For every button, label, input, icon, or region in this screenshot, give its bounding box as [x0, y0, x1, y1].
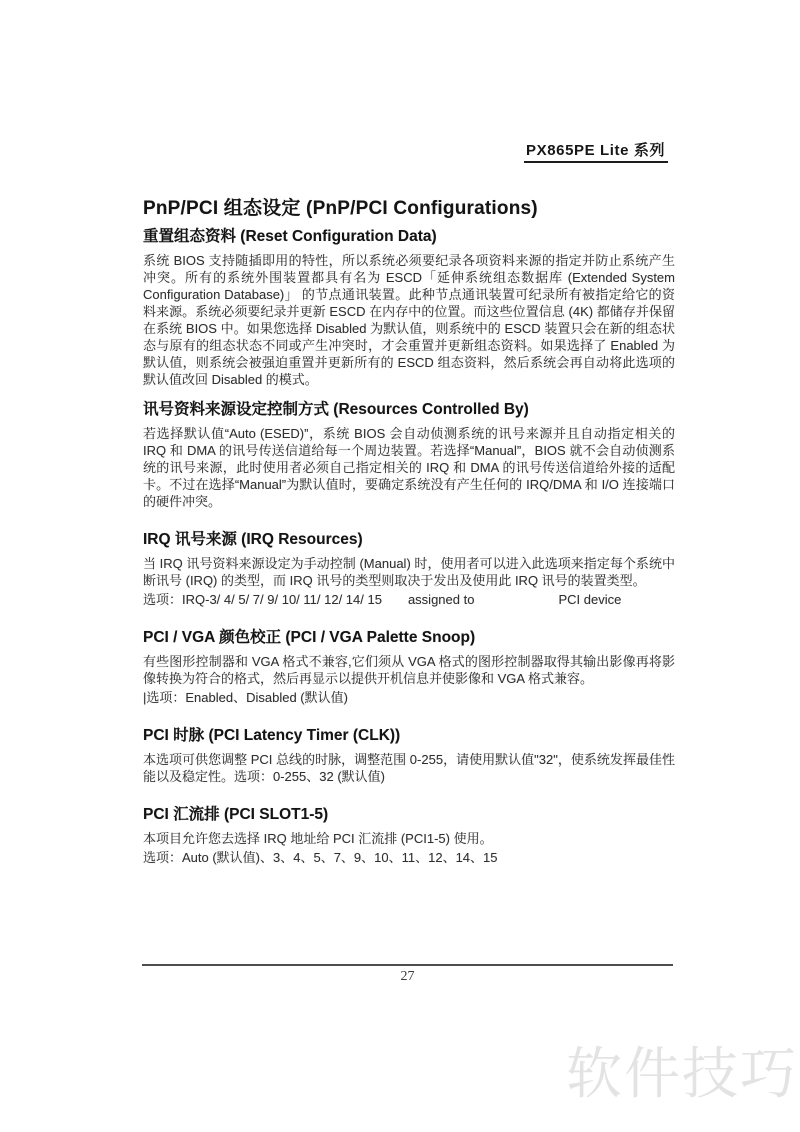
page-number: 27	[400, 969, 415, 984]
section-heading: 讯号资料来源设定控制方式 (Resources Controlled By)	[143, 401, 529, 418]
section-body: 若选择默认值“Auto (ESED)”，系统 BIOS 会自动侦测系统的讯号来源并且自动指定相关的 IRQ 和 DMA 的讯号传送信道给每一个周边装置。若选择“Manual”，BIOS 就不会自动侦测系统的讯号来源，此时使用者必须自己指定相关的 IRQ 和 DMA 的讯号传送信道给外接的适配卡。不过在选择“Manual”为默认值时，要确定系统没有产生任何的 IRQ/DMA 和 I/O 连接端口的硬件冲突。	[143, 426, 675, 509]
options-values: 选项：IRQ-3/ 4/ 5/ 7/ 9/ 10/ 11/ 12/ 14/ 15	[143, 592, 382, 607]
section-pci-slot1-5	[143, 804, 675, 866]
options-line: |选项：Enabled、Disabled (默认值)	[143, 690, 348, 705]
section-body: 系统 BIOS 支持随插即用的特性，所以系统必须要纪录各项资料来源的指定并防止系统产生冲突。所有的系统外围装置都具有名为 ESCD「延伸系统组态数据库 (Extended System Configuration Database)」 的节点通讯装置。此种节点通讯装置可纪录所有被指定给它的资料来源。系统必须要纪录并更新 ESCD 在内存中的位置。而这些位置信息 (4K) 都储存并保留在系统 BIOS 中。如果您选择 Disabled 为默认值，则系统中的 ESCD 装置只会在新的组态状态与原有的组态状态不同或产生冲突时，才会重置并更新组态资料。如果选择了 Enabled 为默认值，则系统会被强迫重置并更新所有的 ESCD 组态资料，然后系统会再自动将此选项的默认值改回 Disabled 的模式。	[143, 253, 675, 387]
section-heading: PCI 时脉 (PCI Latency Timer (CLK))	[143, 727, 401, 744]
page-content	[143, 196, 675, 885]
page-title: PnP/PCI 组态设定 (PnP/PCI Configurations)	[143, 198, 538, 219]
section-heading: PCI / VGA 颜色校正 (PCI / VGA Palette Snoop)	[143, 629, 476, 646]
section-irq-resources	[143, 529, 675, 608]
section-resources-controlled-by	[143, 399, 675, 510]
section-heading: IRQ 讯号来源 (IRQ Resources)	[143, 531, 363, 548]
section-heading: 重置组态资料 (Reset Configuration Data)	[143, 228, 437, 245]
section-reset-configuration-data	[143, 226, 675, 388]
doc-header-model: PX865PE Lite 系列	[524, 139, 668, 163]
section-pci-vga-palette-snoop	[143, 627, 675, 706]
watermark-text: 软件技巧	[566, 1042, 798, 1105]
options-line	[143, 591, 675, 608]
section-body: 有些图形控制器和 VGA 格式不兼容,它们须从 VGA 格式的图形控制器取得其输出影像再将影像转换为符合的格式，然后再显示以提供开机信息并使影像和 VGA 格式兼容。	[143, 654, 675, 686]
options-line: 选项：Auto (默认值)、3、4、5、7、9、10、11、12、14、15	[143, 850, 498, 865]
footer-rule	[142, 964, 673, 966]
section-body: 本选项可供您调整 PCI 总线的时脉，调整范围 0-255，请使用默认值"32"，使系统发挥最佳性能以及稳定性。选项：0-255、32 (默认值)	[143, 752, 675, 784]
options-assigned-label: assigned to	[407, 592, 475, 607]
section-pci-latency-timer	[143, 725, 675, 785]
section-heading: PCI 汇流排 (PCI SLOT1-5)	[143, 806, 329, 823]
options-device-label: PCI device	[558, 592, 622, 607]
section-body: 当 IRQ 讯号资料来源设定为手动控制 (Manual) 时，使用者可以进入此选项来指定每个系统中断讯号 (IRQ) 的类型，而 IRQ 讯号的类型则取决于发出及使用此 IRQ 讯号的装置类型。	[143, 556, 675, 588]
section-body: 本项目允许您去选择 IRQ 地址给 PCI 汇流排 (PCI1-5) 使用。	[143, 831, 493, 846]
